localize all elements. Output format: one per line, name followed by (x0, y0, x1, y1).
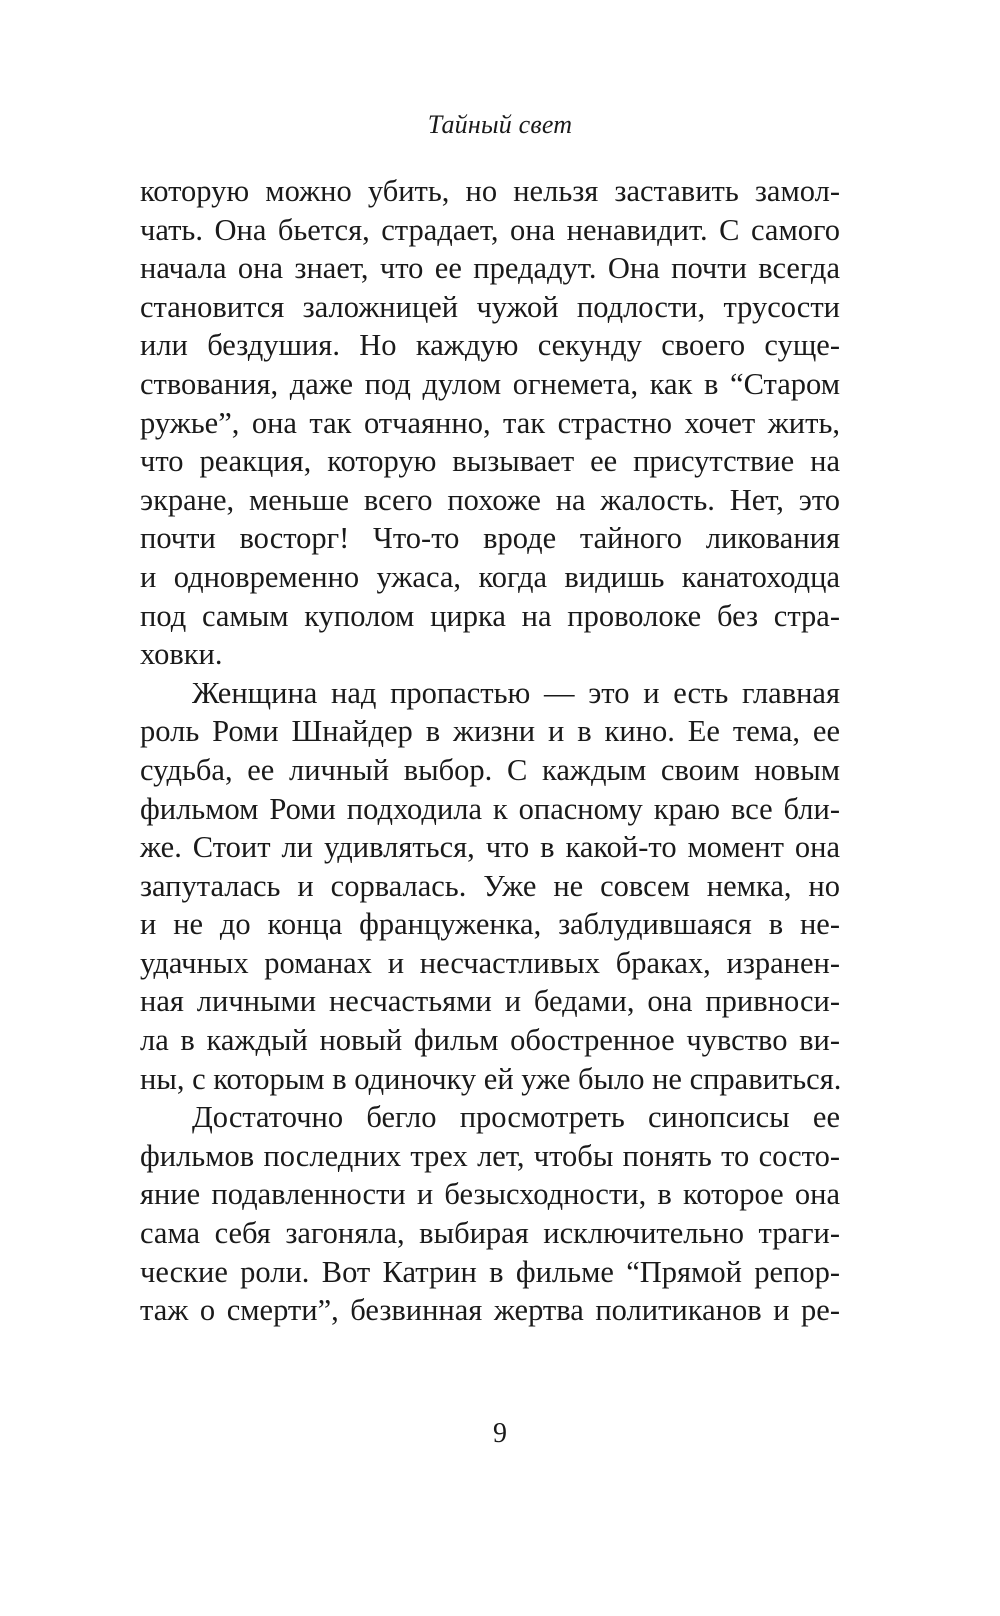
text-line: запуталась и сорвалась. Уже не совсем немка, но (140, 868, 840, 903)
text-line: или бездушия. Но каждую секунду своего суще- (140, 328, 840, 363)
text-line: и одновременно ужаса, когда видишь канатоходца (140, 559, 840, 594)
text-line: почти восторг! Что-то вроде тайного ликования (140, 521, 840, 556)
text-line: ны, с которым в одиночку ей уже было не справиться. (140, 1061, 842, 1096)
text-line: ховки. (140, 637, 223, 672)
text-line: что реакция, которую вызывает ее присутствие на (140, 444, 840, 479)
text-line: яние подавленности и безысходности, в которое она (140, 1177, 840, 1212)
body-text (140, 172, 840, 1330)
text-line: чать. Она бьется, страдает, она ненавидит. С самого (140, 212, 840, 247)
text-line: роль Роми Шнайдер в жизни и в кино. Ее тема, ее (140, 714, 840, 749)
text-line: начала она знает, что ее предадут. Она почти всегда (140, 251, 840, 286)
text-line: фильмов последних трех лет, чтобы понять то состо- (140, 1138, 840, 1173)
text-line: ствования, даже под дулом огнемета, как в “Старом (140, 366, 840, 401)
text-line: ческие роли. Вот Катрин в фильме “Прямой репор- (140, 1254, 840, 1289)
text-line: Женщина над пропастью — это и есть главная (192, 675, 840, 710)
text-line: ная личными несчастьями и бедами, она привноси- (140, 984, 840, 1019)
running-head: Тайный свет (427, 110, 573, 139)
text-line: таж о смерти”, безвинная жертва политиканов и ре- (140, 1293, 840, 1328)
page-number: 9 (493, 1418, 507, 1449)
text-line: Достаточно бегло просмотреть синопсисы ее (192, 1100, 840, 1135)
text-line: сама себя загоняла, выбирая исключительно траги- (140, 1216, 840, 1251)
text-line: становится заложницей чужой подлости, трусости (140, 289, 840, 324)
text-line: фильмом Роми подходила к опасному краю все бли- (140, 791, 840, 826)
text-line: судьба, ее личный выбор. С каждым своим новым (140, 752, 840, 787)
text-line: ла в каждый новый фильм обостренное чувство ви- (140, 1023, 840, 1058)
text-line: которую можно убить, но нельзя заставить замол- (140, 174, 840, 208)
text-line: и не до конца француженка, заблудившаяся в не- (140, 907, 840, 942)
text-line: экране, меньше всего похоже на жалость. Нет, это (140, 482, 840, 517)
text-line: ружье”, она так отчаянно, так страстно хочет жить, (140, 405, 840, 440)
text-line: удачных романах и несчастливых браках, изранен- (140, 945, 840, 980)
text-line: под самым куполом цирка на проволоке без стра- (140, 598, 840, 633)
text-line: же. Стоит ли удивляться, что в какой-то момент она (140, 830, 840, 865)
